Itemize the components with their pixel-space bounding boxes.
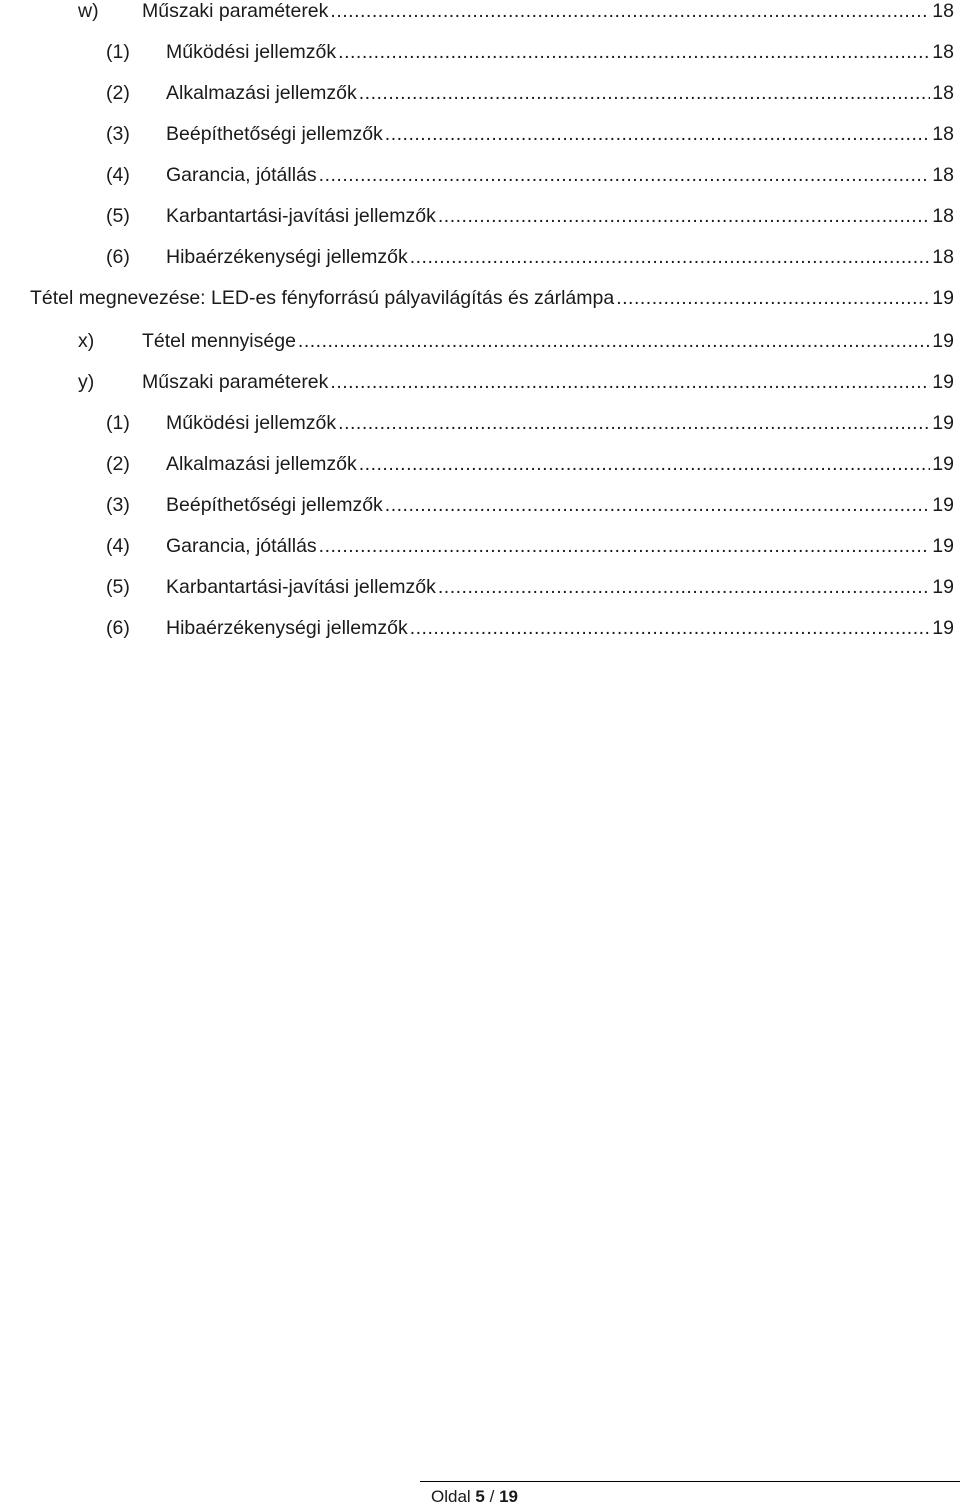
toc-dot-leader <box>438 572 930 602</box>
toc-entry-page: 19 <box>932 371 954 393</box>
toc-entry-title: Műszaki paraméterek <box>142 0 329 22</box>
toc-entry[interactable] <box>0 119 960 149</box>
toc-entry[interactable] <box>0 78 960 108</box>
toc-entry-title: Karbantartási-javítási jellemzők <box>166 576 436 598</box>
toc-entry-number: (2) <box>106 82 130 104</box>
toc-entry-number: y) <box>78 371 95 393</box>
toc-dot-leader <box>359 449 931 479</box>
toc-entry[interactable] <box>0 201 960 231</box>
toc-entry-number: (1) <box>106 41 130 63</box>
toc-entry-number: x) <box>78 330 95 352</box>
toc-entry-title: Garancia, jótállás <box>166 535 317 557</box>
toc-dot-leader <box>616 283 930 313</box>
toc-entry-page: 19 <box>932 576 954 598</box>
toc-entry[interactable] <box>0 531 960 561</box>
toc-entry-number: (4) <box>106 535 130 557</box>
page-label: Oldal <box>431 1487 471 1506</box>
toc-entry-page: 18 <box>932 0 954 22</box>
toc-entry[interactable] <box>0 160 960 190</box>
toc-entry[interactable] <box>0 613 960 643</box>
toc-dot-leader <box>319 160 931 190</box>
toc-entry-page: 19 <box>932 535 954 557</box>
toc-entry[interactable] <box>0 572 960 602</box>
toc-entry-page: 19 <box>932 453 954 475</box>
toc-entry-title: Beépíthetőségi jellemzők <box>166 494 383 516</box>
toc-entry-title: Működési jellemzők <box>166 41 337 63</box>
toc-entry-page: 18 <box>932 123 954 145</box>
page-number <box>431 1486 518 1508</box>
toc-entry-title: Működési jellemzők <box>166 412 337 434</box>
current-page-number: 5 <box>475 1487 485 1506</box>
toc-entry-page: 18 <box>932 205 954 227</box>
toc-entry-page: 19 <box>932 412 954 434</box>
toc-entry-page: 19 <box>932 330 954 352</box>
toc-entry[interactable] <box>0 490 960 520</box>
toc-entry-title: Garancia, jótállás <box>166 164 317 186</box>
toc-entry[interactable] <box>0 242 960 272</box>
toc-entry-number: (2) <box>106 453 130 475</box>
toc-dot-leader <box>359 78 931 108</box>
toc-dot-leader <box>330 367 930 397</box>
page-separator: / <box>489 1487 495 1506</box>
toc-entry-title: Beépíthetőségi jellemzők <box>166 123 383 145</box>
toc-entry-title: Tétel megnevezése: LED-es fényforrású pályavilágítás és zárlámpa <box>30 287 615 309</box>
toc-dot-leader <box>338 408 930 438</box>
toc-entry-title: Karbantartási-javítási jellemzők <box>166 205 436 227</box>
toc-entry-title: Alkalmazási jellemzők <box>166 453 357 475</box>
total-pages-number: 19 <box>499 1487 519 1506</box>
toc-entry-title: Hibaérzékenységi jellemzők <box>166 617 408 639</box>
toc-entry-number: (1) <box>106 412 130 434</box>
toc-entry-page: 18 <box>932 246 954 268</box>
toc-dot-leader <box>338 37 930 67</box>
toc-entry[interactable] <box>0 408 960 438</box>
toc-dot-leader <box>385 119 931 149</box>
toc-entry[interactable] <box>0 326 960 356</box>
toc-dot-leader <box>410 242 931 272</box>
toc-dot-leader <box>298 326 930 356</box>
toc-dot-leader <box>330 0 930 26</box>
footer-divider <box>420 1481 960 1482</box>
toc-entry-number: (3) <box>106 494 130 516</box>
toc-entry-page: 18 <box>932 41 954 63</box>
toc-dot-leader <box>410 613 931 643</box>
toc-entry[interactable] <box>0 37 960 67</box>
toc-dot-leader <box>438 201 930 231</box>
toc-entry-number: (6) <box>106 246 130 268</box>
toc-dot-leader <box>319 531 931 561</box>
toc-entry-page: 18 <box>932 164 954 186</box>
toc-entry-number: (5) <box>106 576 130 598</box>
toc-entry-page: 19 <box>932 494 954 516</box>
toc-entry-title: Tétel mennyisége <box>142 330 296 352</box>
toc-entry-number: (5) <box>106 205 130 227</box>
toc-dot-leader <box>385 490 931 520</box>
toc-entry-page: 19 <box>932 287 954 309</box>
toc-entry-number: (4) <box>106 164 130 186</box>
toc-entry-title: Alkalmazási jellemzők <box>166 82 357 104</box>
toc-entry[interactable] <box>0 0 960 26</box>
toc-entry-number: (6) <box>106 617 130 639</box>
toc-entry-number: (3) <box>106 123 130 145</box>
toc-entry[interactable] <box>0 449 960 479</box>
toc-entry-title: Műszaki paraméterek <box>142 371 329 393</box>
toc-entry[interactable] <box>0 283 960 313</box>
toc-entry-title: Hibaérzékenységi jellemzők <box>166 246 408 268</box>
toc-entry-page: 19 <box>932 617 954 639</box>
toc-entry-page: 18 <box>932 82 954 104</box>
toc-entry[interactable] <box>0 367 960 397</box>
toc-entry-number: w) <box>78 0 99 22</box>
